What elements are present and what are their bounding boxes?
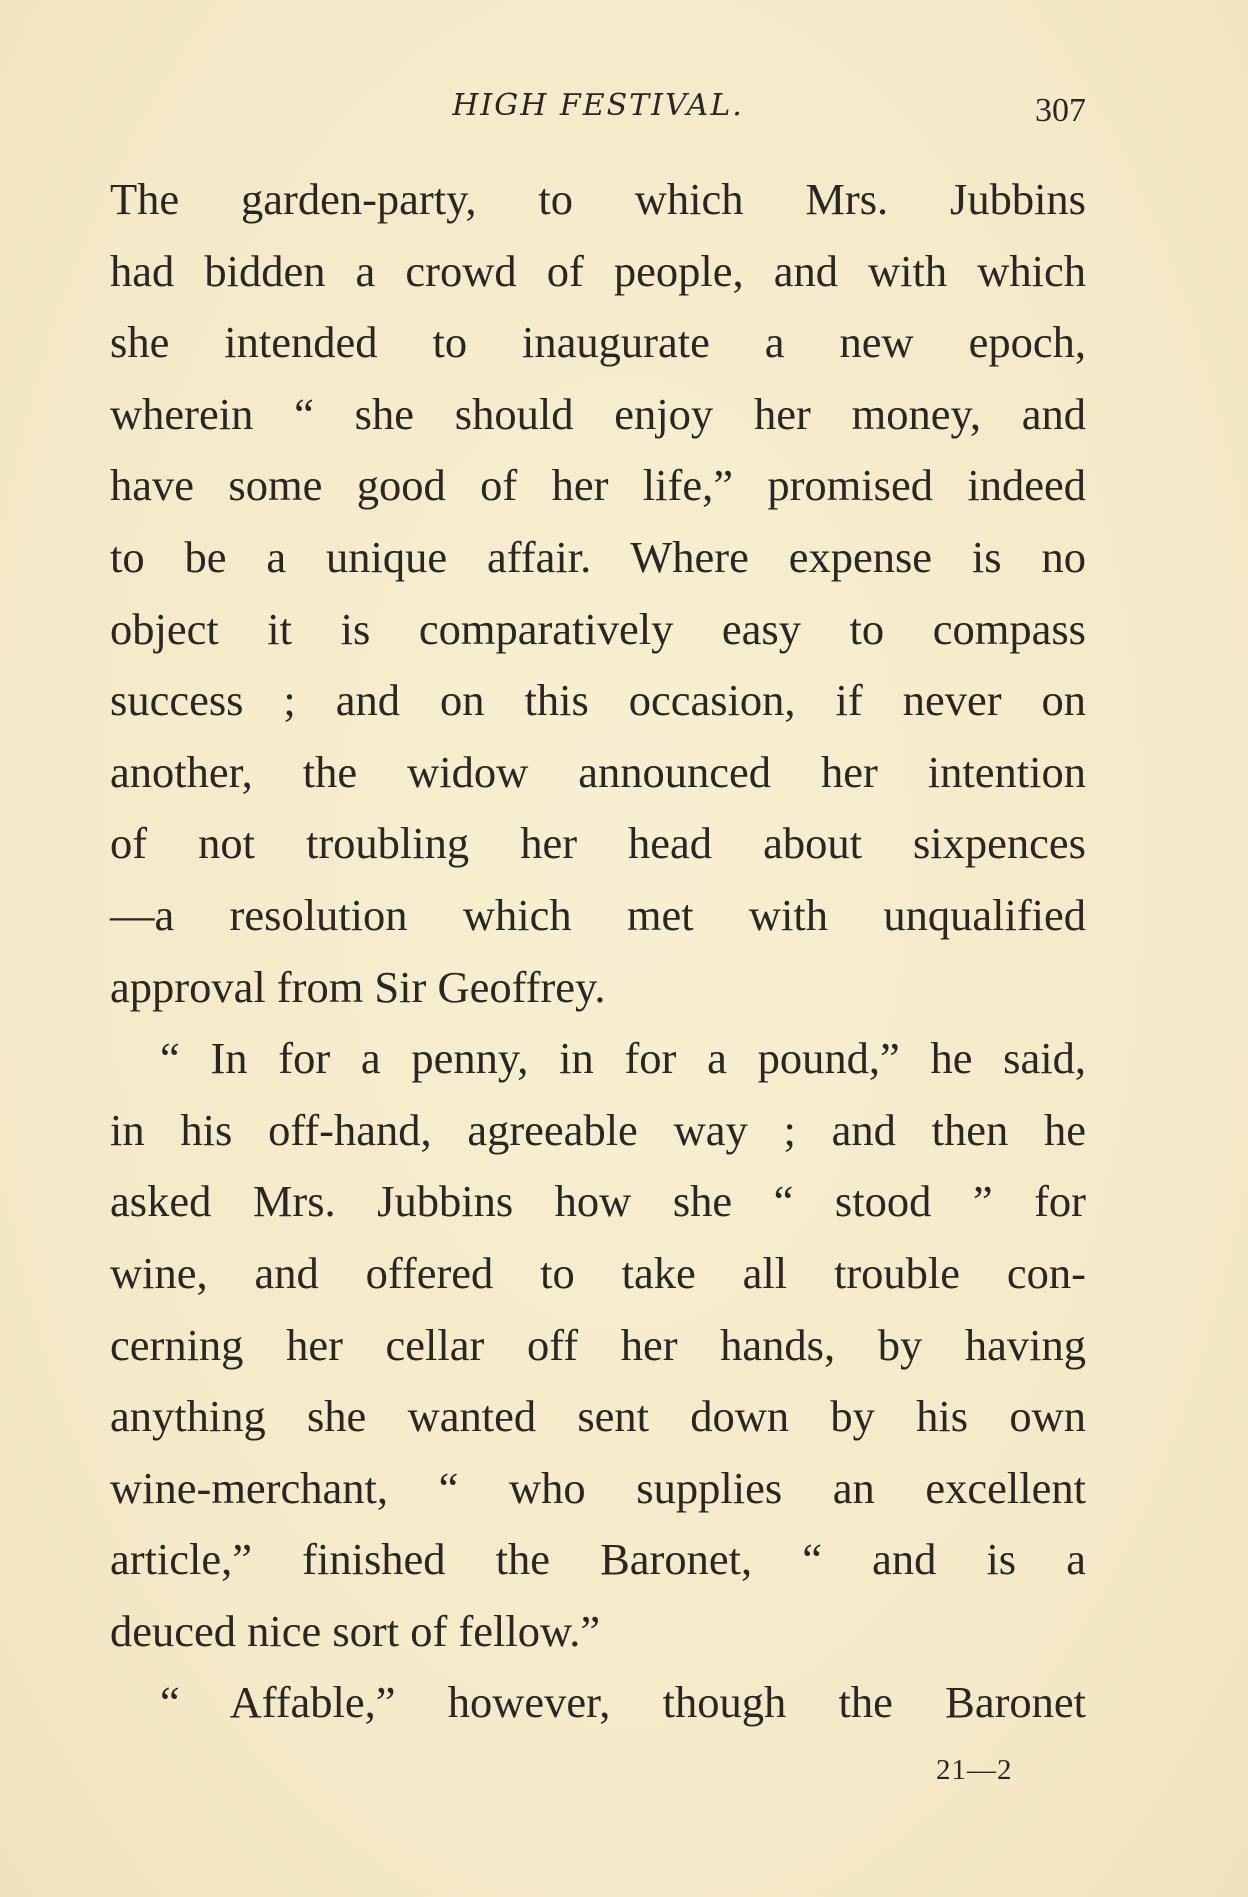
text-line: wine, and offered to take all trouble con-: [110, 1247, 1086, 1298]
text-line: asked Mrs. Jubbins how she “ stood ” for: [110, 1176, 1086, 1227]
text-line: deuced nice sort of fellow.”: [110, 1605, 601, 1656]
running-head: [110, 88, 1086, 138]
text-line: anything she wanted sent down by his own: [110, 1391, 1086, 1442]
text-line: of not troubling her head about sixpences: [110, 818, 1086, 869]
text-line: “ In for a penny, in for a pound,” he said,: [160, 1033, 1086, 1084]
text-line: have some good of her life,” promised indeed: [110, 460, 1086, 511]
text-line: wherein “ she should enjoy her money, and: [110, 388, 1086, 439]
page-number: 307: [1035, 92, 1086, 129]
body-text: [110, 164, 1086, 1739]
text-line: she intended to inaugurate a new epoch,: [110, 317, 1086, 368]
text-line: success ; and on this occasion, if never on: [110, 675, 1086, 726]
text-line: The garden-party, to which Mrs. Jubbins: [110, 174, 1086, 224]
text-line: had bidden a crowd of people, and with which: [110, 245, 1086, 296]
text-line: “ Affable,” however, though the Baronet: [160, 1677, 1086, 1728]
text-line: another, the widow announced her intention: [110, 746, 1086, 797]
text-line: to be a unique affair. Where expense is no: [110, 531, 1086, 582]
text-line: approval from Sir Geoffrey.: [110, 961, 606, 1012]
text-line: in his off-hand, agreeable way ; and then he: [110, 1104, 1086, 1155]
text-line: cerning her cellar off her hands, by having: [110, 1319, 1086, 1370]
running-title: HIGH FESTIVAL.: [452, 88, 744, 123]
text-line: wine-merchant, “ who supplies an excellent: [110, 1462, 1086, 1513]
signature-mark: 21—2: [936, 1754, 1013, 1786]
text-line: —a resolution which met with unqualified: [110, 889, 1086, 940]
text-line: object it is comparatively easy to compass: [110, 603, 1086, 654]
text-line: article,” finished the Baronet, “ and is a: [110, 1534, 1086, 1585]
